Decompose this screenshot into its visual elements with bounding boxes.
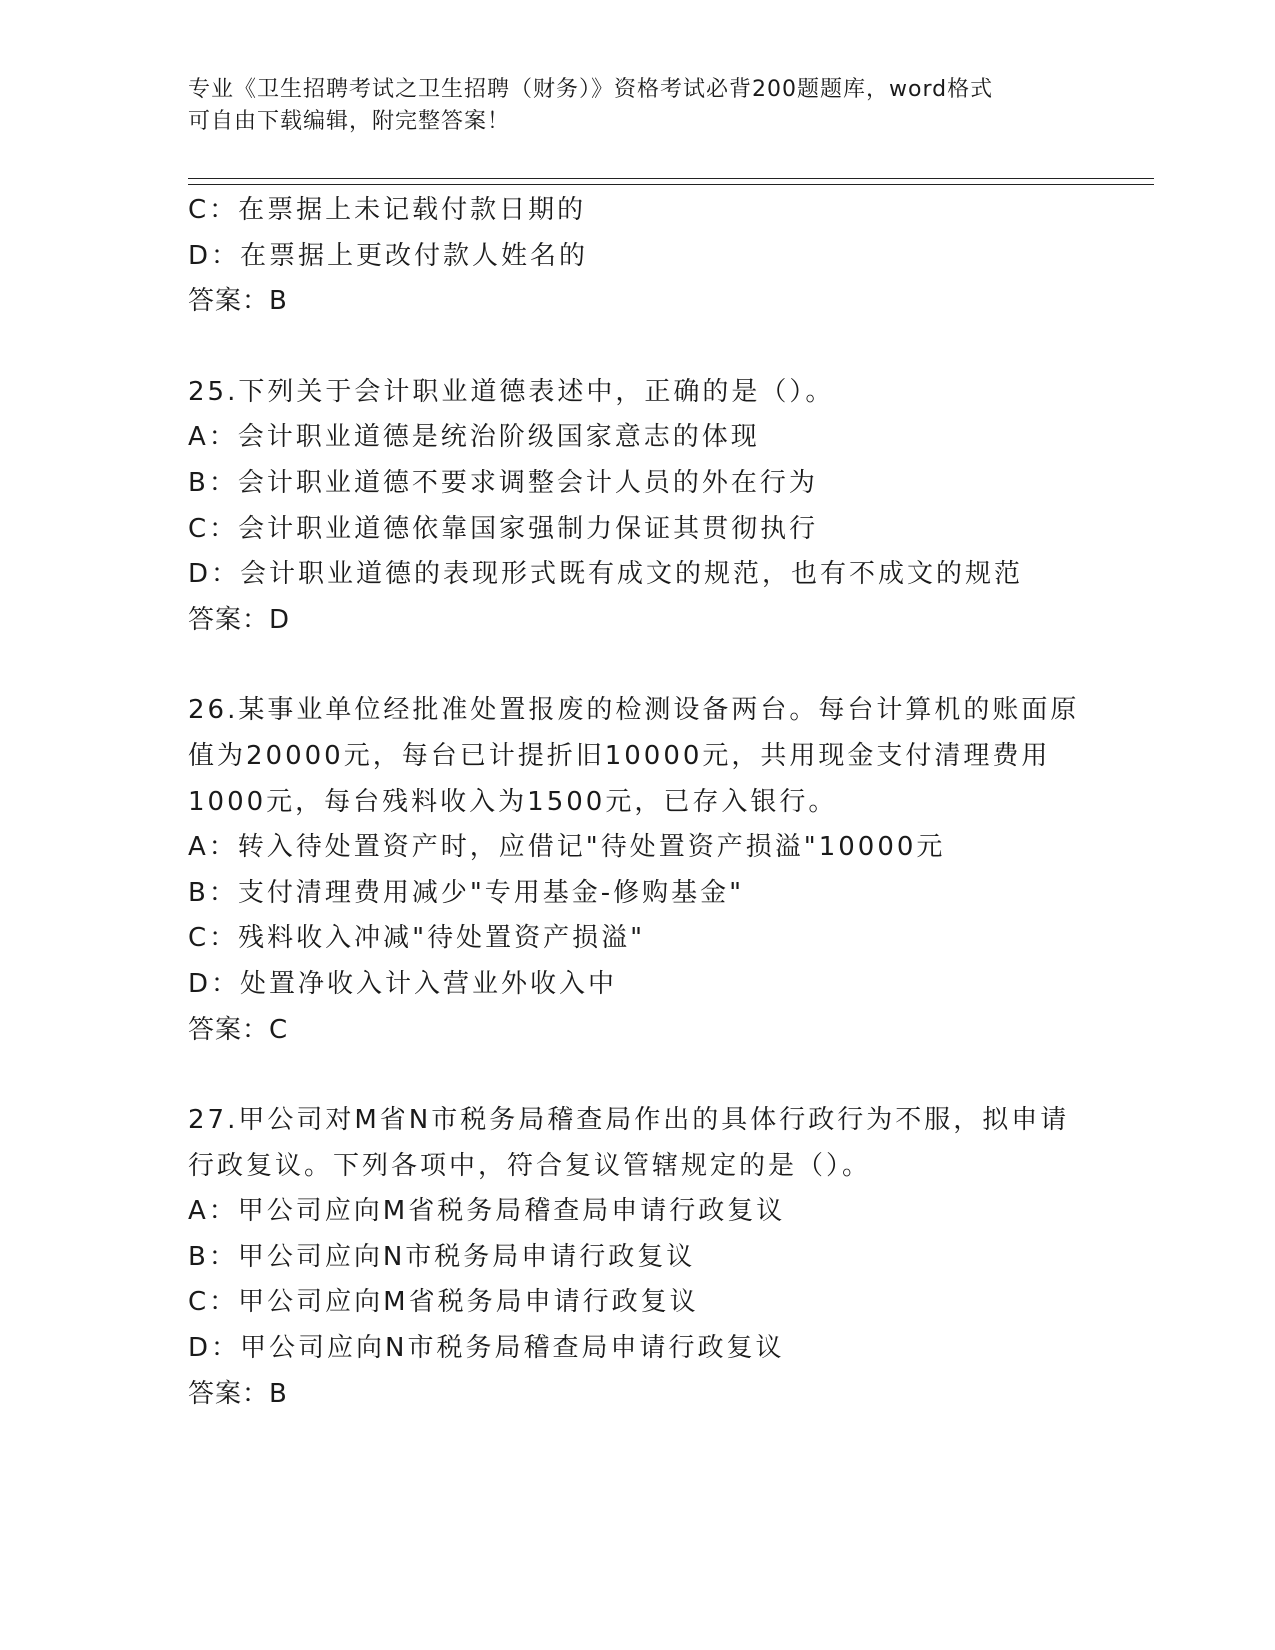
question-stem-line: 1000元，每台残料收入为1500元，已存入银行。 [188, 786, 838, 817]
question-stem-line: 26.某事业单位经批准处置报废的检测设备两台。每台计算机的账面原 [188, 695, 1080, 726]
question-27 [188, 1098, 1078, 1417]
option-c: C：会计职业道德依靠国家强制力保证其贯彻执行 [188, 513, 819, 544]
header-line-1: 专业《卫生招聘考试之卫生招聘（财务）》资格考试必背200题题库，word格式 [188, 77, 994, 102]
option-c: C：残料收入冲减"待处置资产损溢" [188, 923, 646, 954]
header-divider-top [188, 178, 1154, 179]
option-d: D：在票据上更改付款人姓名的 [188, 240, 589, 271]
spacer [188, 325, 1078, 370]
question-stem: 25.下列关于会计职业道德表述中，正确的是（）。 [188, 376, 835, 407]
option-b: B：甲公司应向N市税务局申请行政复议 [188, 1241, 696, 1272]
option-c: C：在票据上未记载付款日期的 [188, 195, 587, 225]
question-content [188, 188, 1078, 1417]
answer: 答案：D [188, 604, 291, 635]
answer: 答案：C [188, 1014, 289, 1045]
answer: 答案：B [188, 1378, 288, 1409]
option-a: A：会计职业道德是统治阶级国家意志的体现 [188, 422, 760, 453]
option-a: A：甲公司应向M省税务局稽查局申请行政复议 [188, 1196, 786, 1227]
question-25 [188, 370, 1078, 644]
spacer [188, 643, 1078, 688]
question-stem-line: 27.甲公司对M省N市税务局稽查局作出的具体行政行为不服，拟申请 [188, 1105, 1070, 1136]
option-d: D：甲公司应向N市税务局稽查局申请行政复议 [188, 1333, 785, 1364]
option-b: B：支付清理费用减少"专用基金-修购基金" [188, 877, 745, 908]
document-header [188, 74, 1088, 138]
header-line-2: 可自由下载编辑，附完整答案！ [188, 109, 511, 134]
option-c: C：甲公司应向M省税务局申请行政复议 [188, 1287, 699, 1318]
option-b: B：会计职业道德不要求调整会计人员的外在行为 [188, 467, 818, 498]
question-stem-line: 值为20000元，每台已计提折旧10000元，共用现金支付清理费用 [188, 740, 1051, 771]
header-divider-bottom [188, 184, 1154, 185]
question-stem-line: 行政复议。下列各项中，符合复议管辖规定的是（）。 [188, 1150, 872, 1181]
option-a: A：转入待处置资产时，应借记"待处置资产损溢"10000元 [188, 832, 946, 863]
previous-question-tail [188, 188, 1078, 325]
question-26 [188, 688, 1078, 1053]
answer: 答案：B [188, 286, 288, 317]
spacer [188, 1053, 1078, 1098]
option-d: D：会计职业道德的表现形式既有成文的规范，也有不成文的规范 [188, 559, 1024, 590]
option-d: D：处置净收入计入营业外收入中 [188, 968, 618, 999]
